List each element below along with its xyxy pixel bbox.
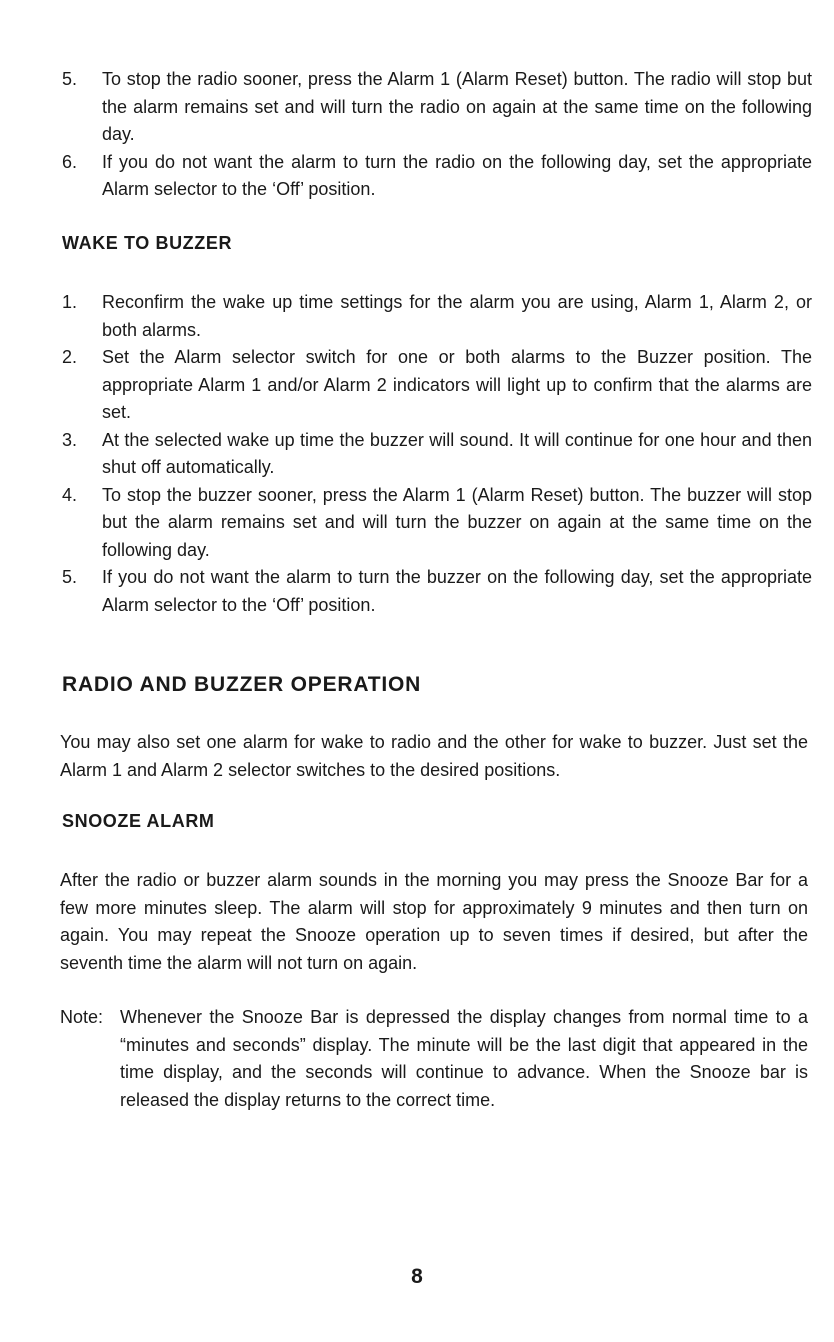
step-number: 1. xyxy=(62,292,78,312)
step-number: 5. xyxy=(62,69,78,89)
snooze-note xyxy=(60,1004,808,1114)
step-text: Set the Alarm selector switch for one or both alarms to the Buzzer position. The appropriate Alarm 1 and/or Alarm 2 indicators will light up to confirm that the alarms are set. xyxy=(102,347,812,422)
list-item xyxy=(62,66,812,149)
step-number: 4. xyxy=(62,484,78,505)
step-number: 5. xyxy=(62,567,78,587)
radio-and-buzzer-text: You may also set one alarm for wake to radio and the other for wake to buzzer. Just set the Alarm 1 and Alarm 2 selector switches to the desired positions. xyxy=(60,732,808,780)
radio-and-buzzer-heading: RADIO AND BUZZER OPERATION xyxy=(62,673,422,696)
list-item xyxy=(62,427,812,482)
step-text: If you do not want the alarm to turn the radio on the following day, set the appropriate Alarm selector to the ‘Off’ position. xyxy=(102,151,812,199)
list-item xyxy=(62,344,812,427)
note-label: Note: xyxy=(60,1007,104,1027)
page-number: 8 xyxy=(411,1265,423,1288)
buzzer-steps-list xyxy=(62,289,812,619)
snooze-text: After the radio or buzzer alarm sounds in the morning you may press the Snooze Bar for a few more minutes sleep. The alarm will stop for approximately 9 minutes and then turn on again. You may repeat the Snooze operation up to seven times if desired, but after the seventh time the alarm will not turn on again. xyxy=(60,870,808,973)
step-number: 6. xyxy=(62,151,78,172)
step-text: At the selected wake up time the buzzer will sound. It will continue for one hour and then shut off automatically. xyxy=(102,429,812,477)
snooze-alarm-heading: SNOOZE ALARM xyxy=(62,811,215,831)
step-text: To stop the radio sooner, press the Alarm 1 (Alarm Reset) button. The radio will stop but the alarm remains set and will turn the radio on again at the same time on the following day. xyxy=(102,69,812,144)
step-number: 2. xyxy=(62,347,78,367)
wake-to-buzzer-heading: WAKE TO BUZZER xyxy=(62,233,233,253)
list-item xyxy=(62,482,812,565)
radio-steps-list xyxy=(62,66,812,204)
note-text: Whenever the Snooze Bar is depressed the display changes from normal time to a “minutes and seconds” display. The minute will be the last digit that appeared in the time display, and the seconds will continue to advance. When the Snooze bar is released the display returns to the correct time. xyxy=(120,1007,808,1110)
list-item xyxy=(62,289,812,344)
step-text: Reconfirm the wake up time settings for the alarm you are using, Alarm 1, Alarm 2, or both alarms. xyxy=(102,292,812,340)
list-item xyxy=(62,564,812,619)
step-text: To stop the buzzer sooner, press the Alarm 1 (Alarm Reset) button. The buzzer will stop but the alarm remains set and will turn the buzzer on again at the same time on the following day. xyxy=(102,484,812,560)
step-text: If you do not want the alarm to turn the buzzer on the following day, set the appropriate Alarm selector to the ‘Off’ position. xyxy=(102,567,812,615)
list-item xyxy=(62,149,812,204)
step-number: 3. xyxy=(62,429,78,450)
